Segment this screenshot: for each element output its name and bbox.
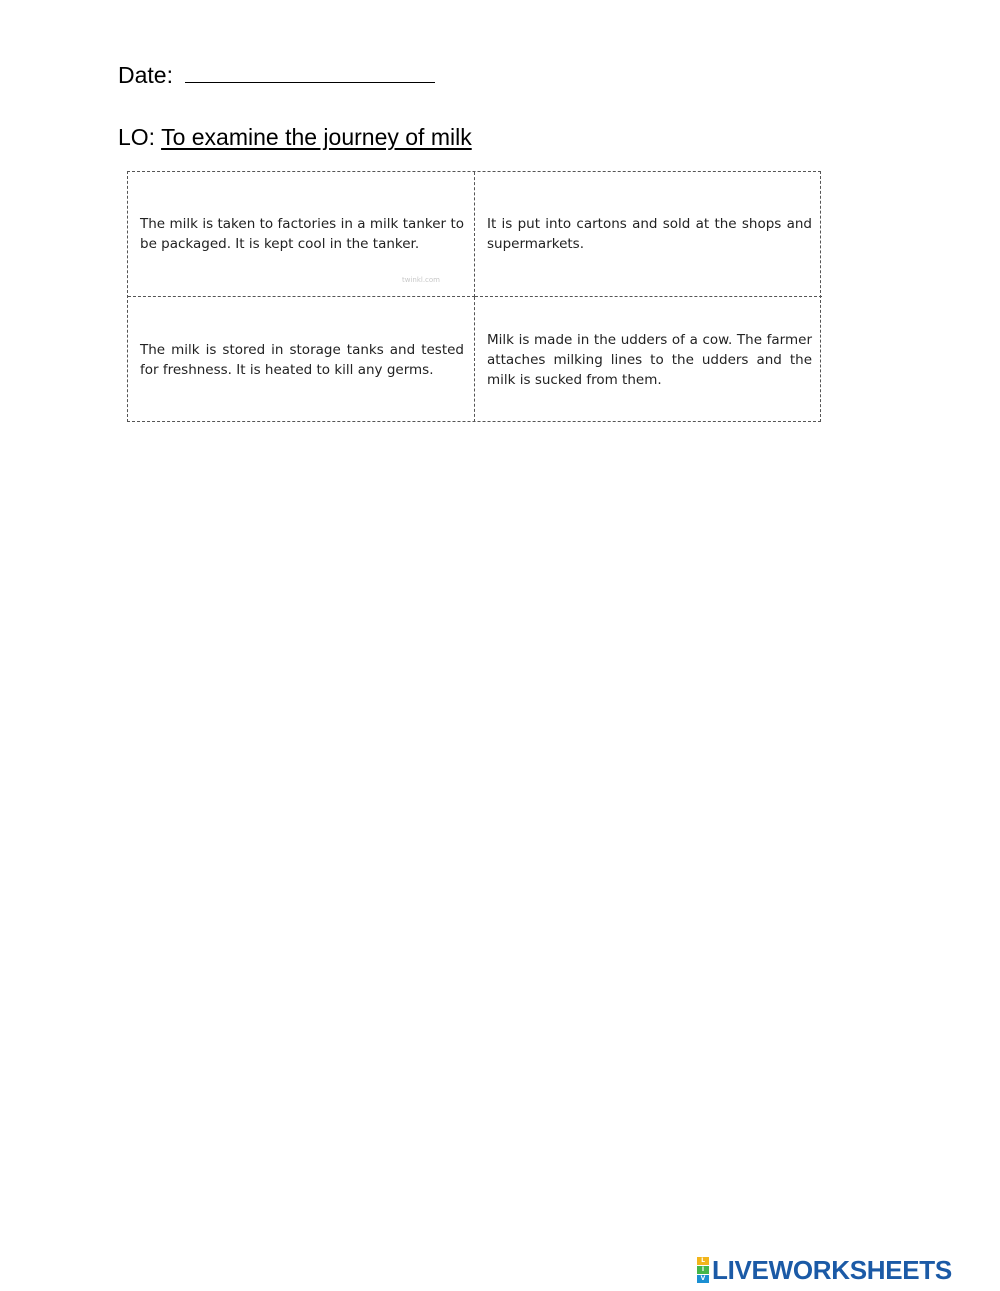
sorting-cards — [127, 171, 821, 422]
logo-blocks-icon — [697, 1257, 709, 1283]
lo-label: LO: — [118, 124, 156, 150]
card-tanker[interactable] — [128, 172, 475, 297]
logo-block: I — [697, 1266, 709, 1274]
card-text: The milk is taken to factories in a milk tanker to be packaged. It is kept cool in the tanker. — [140, 216, 464, 252]
card-storage[interactable] — [128, 297, 475, 422]
date-label: Date: — [118, 62, 173, 88]
card-cartons[interactable] — [475, 172, 822, 297]
watermark: twinkl.com — [401, 276, 440, 284]
date-blank — [185, 60, 435, 83]
card-text: It is put into cartons and sold at the shops and supermarkets. — [487, 216, 812, 252]
logo-block: V — [697, 1275, 709, 1283]
card-udders[interactable] — [475, 297, 822, 422]
lo-text: To examine the journey of milk — [161, 124, 472, 150]
logo-text: LIVEWORKSHEETS — [712, 1254, 952, 1285]
liveworksheets-logo — [697, 1255, 952, 1285]
learning-objective — [118, 124, 472, 151]
date-line — [118, 60, 435, 89]
card-text: Milk is made in the udders of a cow. The farmer attaches milking lines to the udders and the milk is sucked from them. — [487, 331, 812, 388]
card-text: The milk is stored in storage tanks and tested for freshness. It is heated to kill any germs. — [140, 341, 464, 378]
logo-block: L — [697, 1257, 709, 1265]
